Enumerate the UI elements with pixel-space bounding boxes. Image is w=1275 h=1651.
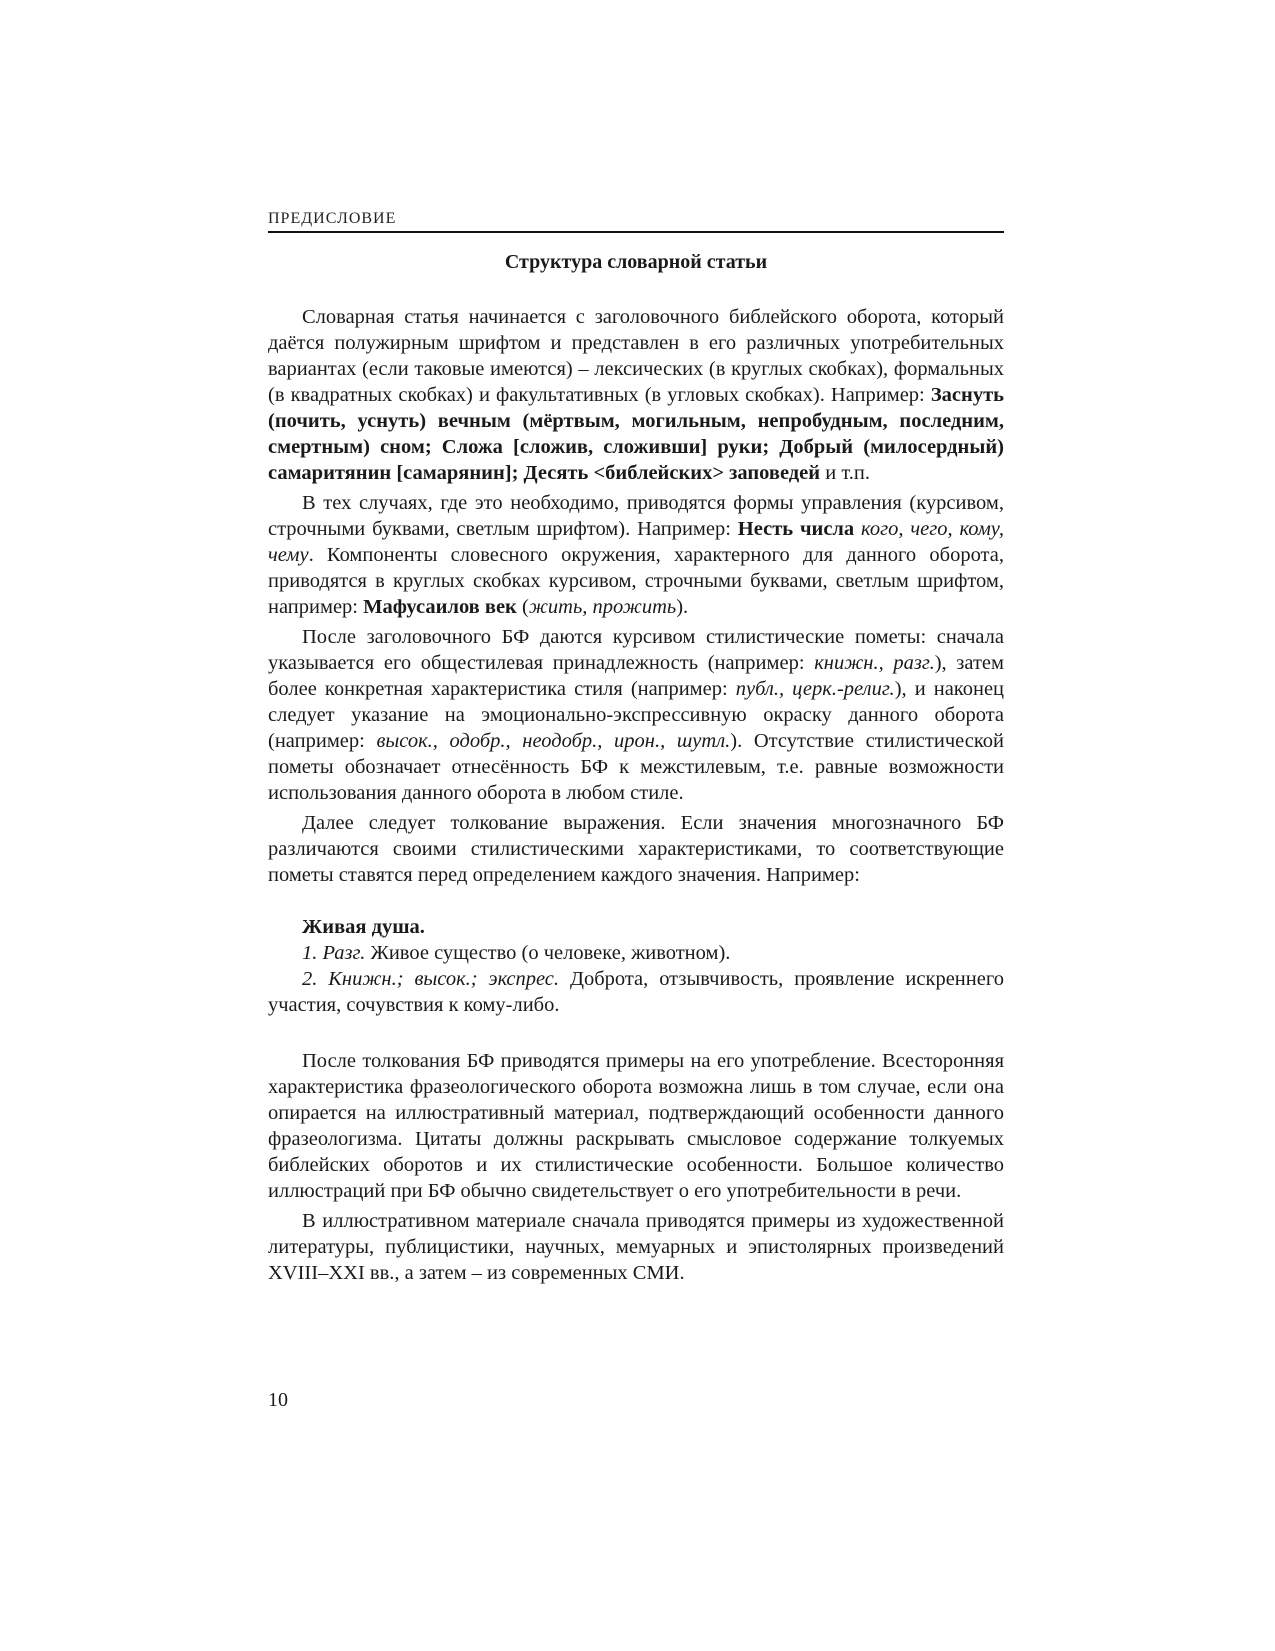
bold-example: Заснуть (почить, уснуть) вечным (мёртвым, могильным, непробудным, последним, смертным) сном; Сложа [сложив, сложивши] руки; Добрый (милосердный) самаритянин [самарянин]; Десять <библейских> заповедей: [268, 384, 1004, 484]
paragraph-6: [268, 1208, 1004, 1286]
text: В иллюстративном материале сначала приводятся примеры из художественной литературы, публицистики, научных, мемуарных и эпистолярных произведений XVIII–XXI вв., а затем – из современных СМИ.: [268, 1210, 1004, 1284]
text: (: [516, 596, 529, 618]
text: После толкования БФ приводятся примеры на его употребление. Всесторонняя характеристика фразеологического оборота возможна лишь в том случае, если она опирается на иллюстративный материал, подтверждающий особенности данного фразеологизма. Цитаты должны раскрывать смысловое содержание толкуемых библейских оборотов и их стилистические особенности. Большое количество иллюстраций при БФ обычно свидетельствует о его употребительности в речи.: [268, 1050, 1004, 1202]
example-sense-1: [268, 940, 1004, 966]
text: Далее следует толкование выражения. Если значения многозначного БФ различаются своими стилистическими характеристиками, то соответствующие пометы ставятся перед определением каждого значения. Например:: [268, 812, 1004, 886]
section-title: Структура словарной статьи: [504, 251, 768, 273]
sense-text: Живое существо (о человеке, животном).: [365, 942, 731, 964]
sense-label: 2. Книжн.; высок.; экспрес.: [302, 968, 560, 990]
text: ), и наконец следует указание на эмоционально-экспрессивную окраску данного оборота (например:: [268, 678, 1005, 752]
example-entry: [268, 914, 1004, 1018]
text: После заголовочного БФ даются курсивом стилистические пометы: сначала указывается его общестилевая принадлежность (например:: [268, 626, 1004, 674]
text: ). Отсутствие стилистической пометы обозначает отнесённость БФ к межстилевым, т.е. равные возможности использования данного оборота в любом стиле.: [268, 730, 1004, 804]
italic-text: публ., церк.-религ.: [735, 678, 895, 700]
paragraph-3: [268, 624, 1004, 806]
italic-text: высок., одобр., неодобр., ирон., шутл.: [376, 730, 731, 752]
page-number: 10: [268, 1389, 288, 1411]
bold-example: Несть числа: [737, 518, 855, 540]
bold-example: Мафусаилов век: [363, 596, 517, 618]
example-sense-2: [268, 966, 1004, 1018]
paragraph-1: [268, 304, 1004, 486]
text: и т.п.: [820, 462, 870, 484]
text: ).: [676, 596, 689, 618]
sense-text: Доброта, отзывчивость, проявление искреннего участия, сочувствия к кому-либо.: [268, 968, 1004, 1016]
paragraph-4: [268, 810, 1004, 888]
sense-label: 1. Разг.: [302, 942, 366, 964]
running-head: ПРЕДИСЛОВИЕ: [268, 210, 1004, 233]
italic-text: кого, чего, кому, чему: [268, 518, 1005, 566]
page-body: [268, 210, 1004, 1290]
paragraph-5: [268, 1048, 1004, 1204]
text: В тех случаях, где это необходимо, приводятся формы управления (курсивом, строчными буквами, светлым шрифтом). Например:: [268, 492, 1004, 540]
paragraph-2: [268, 490, 1004, 620]
italic-text: книжн., разг.: [814, 652, 935, 674]
italic-text: жить, прожить: [528, 596, 677, 618]
text: ), затем более конкретная характеристика стиля (например:: [268, 652, 1004, 700]
text: . Компоненты словесного окружения, характерного для данного оборота, приводятся в круглых скобках курсивом, строчными буквами, светлым шрифтом, например:: [268, 544, 1004, 618]
example-headword: Живая душа.: [302, 916, 425, 938]
text: Словарная статья начинается с заголовочного библейского оборота, который даётся полужирным шрифтом и представлен в его различных употребительных вариантах (если таковые имеются) – лексических (в круглых скобках), формальных (в квадратных скобках) и факультативных (в угловых скобках). Например:: [268, 306, 1004, 406]
